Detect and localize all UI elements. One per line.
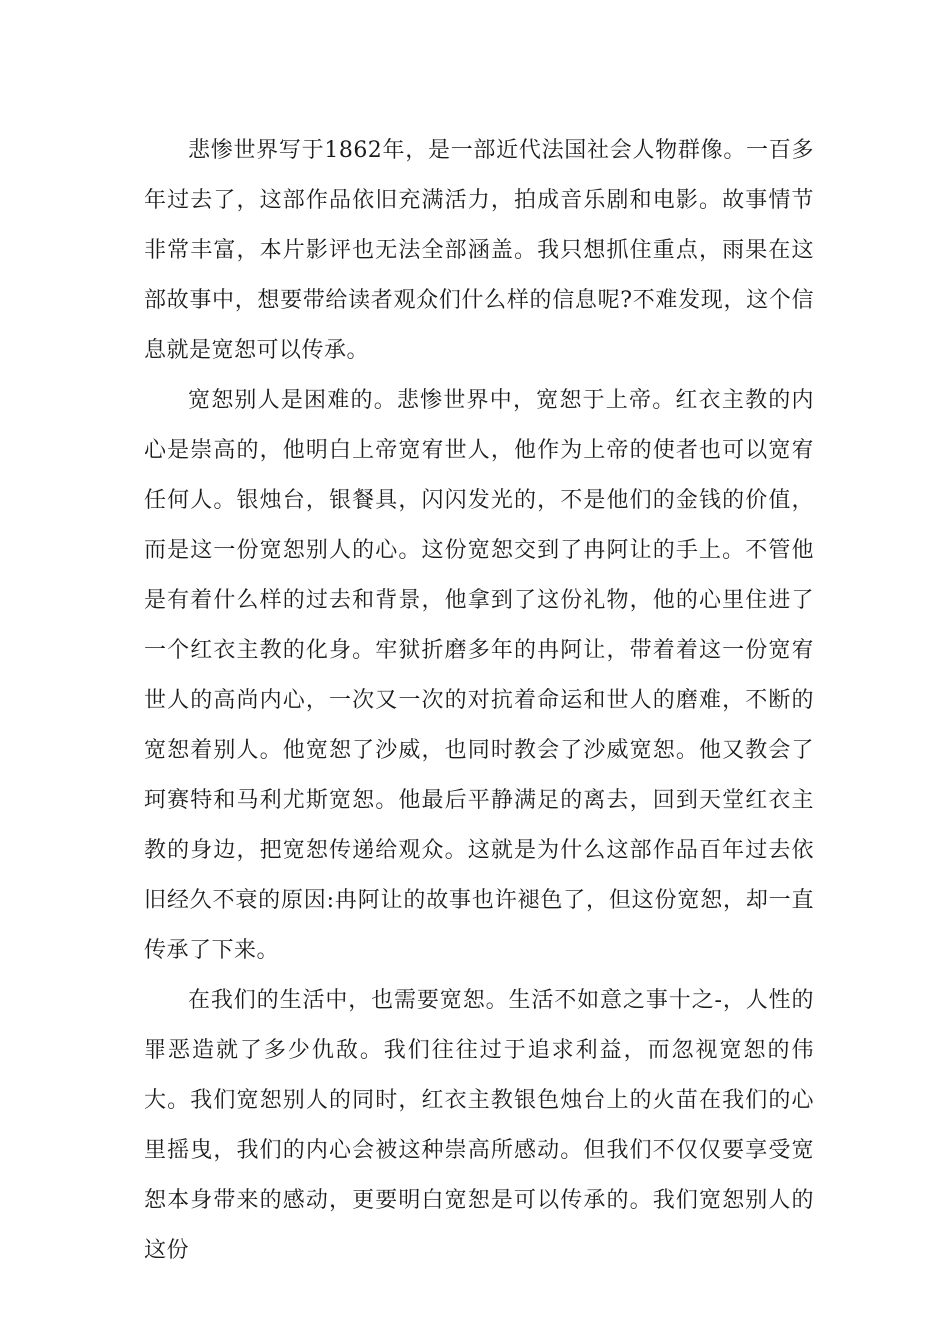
document-body xyxy=(144,126,814,1276)
paragraph-1: 悲惨世界写于1862年，是一部近代法国社会人物群像。一百多年过去了，这部作品依旧充满活力，拍成音乐剧和电影。故事情节非常丰富，本片影评也无法全部涵盖。我只想抓住重点，雨果在这部故事中，想要带给读者观众们什么样的信息呢?不难发现，这个信息就是宽恕可以传承。 xyxy=(144,138,814,363)
paragraph-2: 宽恕别人是困难的。悲惨世界中，宽恕于上帝。红衣主教的内心是崇高的，他明白上帝宽宥世人，他作为上帝的使者也可以宽宥任何人。银烛台，银餐具，闪闪发光的，不是他们的金钱的价值，而是这一份宽恕别人的心。这份宽恕交到了冉阿让的手上。不管他是有着什么样的过去和背景，他拿到了这份礼物，他的心里住进了一个红衣主教的化身。牢狱折磨多年的冉阿让，带着着这一份宽宥世人的高尚内心，一次又一次的对抗着命运和世人的磨难，不断的宽恕着别人。他宽恕了沙威，也同时教会了沙威宽恕。他又教会了珂赛特和马利尤斯宽恕。他最后平静满足的离去，回到天堂红衣主教的身边，把宽恕传递给观众。这就是为什么这部作品百年过去依旧经久不衰的原因:冉阿让的故事也许褪色了，但这份宽恕，却一直传承了下来。 xyxy=(144,388,814,963)
paragraph-3: 在我们的生活中，也需要宽恕。生活不如意之事十之-，人性的罪恶造就了多少仇敌。我们往往过于追求利益，而忽视宽恕的伟大。我们宽恕别人的同时，红衣主教银色烛台上的火苗在我们的心里摇曳，我们的内心会被这种崇高所感动。但我们不仅仅要享受宽恕本身带来的感动，更要明白宽恕是可以传承的。我们宽恕别人的这份 xyxy=(144,988,814,1263)
